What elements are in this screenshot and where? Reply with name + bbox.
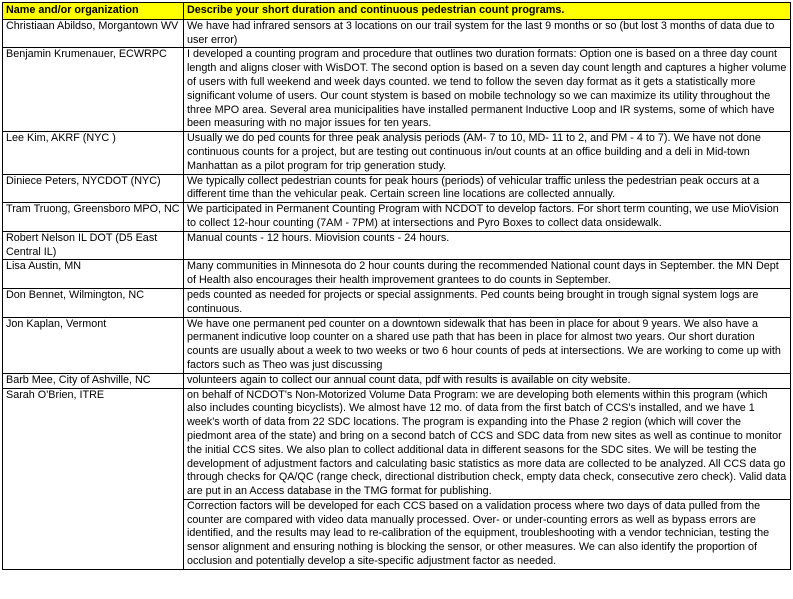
table-row bbox=[3, 317, 791, 373]
table-row bbox=[3, 260, 791, 289]
response-paragraph: Correction factors will be developed for each CCS based on a validation process where two days of data pulled from the counter are compared with video data manually processed. Over- or under-counting errors as well as bypass errors are identified, and the results may lead to re-calibration of the equipment, troubleshooting with a vendor technician, testing the sensor alignment and ensuring nothing is blocking the sensor, or other measures. We can also identify the proportion of occlusion and potentially develop a site-specific adjustment factor as needed. bbox=[184, 499, 790, 569]
response-text: Many communities in Minnesota do 2 hour counts during the recommended National count days in September. the MN Dept of Health also encourages their health improvement grantees to do counts in September. bbox=[184, 260, 791, 289]
table-row bbox=[3, 231, 791, 260]
header-row bbox=[3, 3, 791, 20]
response-text: volunteers again to collect our annual count data, pdf with results is available on city website. bbox=[184, 373, 791, 388]
response-text: Usually we do ped counts for three peak analysis periods (AM- 7 to 10, MD- 11 to 2, and PM - 4 to 7). We have not done continuous counts for a project, but are testing out continuous in/out counts at an office building and a deli in Mid-town Manhattan as a pilot program for trip generation study. bbox=[184, 132, 791, 174]
header-description: Describe your short duration and continuous pedestrian count programs. bbox=[184, 3, 791, 20]
respondent-name: Diniece Peters, NYCDOT (NYC) bbox=[3, 174, 184, 203]
respondent-name: Benjamin Krumenauer, ECWRPC bbox=[3, 48, 184, 132]
table-row bbox=[3, 19, 791, 48]
table-row bbox=[3, 132, 791, 174]
table-row bbox=[3, 388, 791, 569]
respondent-name: Christiaan Abildso, Morgantown WV bbox=[3, 19, 184, 48]
responses-table bbox=[2, 2, 791, 570]
response-text: I developed a counting program and procedure that outlines two duration formats: Option one is based on a three day count length and aligns closer with WisDOT. The second option is based on a seven day count length and captures a higher volume of users with full weekend and week days counted. we tend to follow the seven day format as it gets a statistically more significant volume of users. Our count stystem is based on mobile technology so we can maximize its utility throughout the three MPO area. Several area municipalities have installed permanent Inductive Loop and IR systems, some of which have been measuring with no major issues for ten years. bbox=[184, 48, 791, 132]
respondent-name: Robert Nelson IL DOT (D5 East Central IL) bbox=[3, 231, 184, 260]
respondent-name: Lisa Austin, MN bbox=[3, 260, 184, 289]
table-row bbox=[3, 174, 791, 203]
response-text bbox=[184, 388, 791, 569]
respondent-name: Barb Mee, City of Ashville, NC bbox=[3, 373, 184, 388]
respondent-name: Lee Kim, AKRF (NYC ) bbox=[3, 132, 184, 174]
respondent-name: Tram Truong, Greensboro MPO, NC bbox=[3, 203, 184, 232]
table-row bbox=[3, 288, 791, 317]
response-text: We typically collect pedestrian counts for peak hours (periods) of vehicular traffic unless the pedestrian peak occurs at a different time than the vehicular peak. Certain screen line locations are collected annually. bbox=[184, 174, 791, 203]
respondent-name: Sarah O'Brien, ITRE bbox=[3, 388, 184, 569]
table-row bbox=[3, 373, 791, 388]
respondent-name: Jon Kaplan, Vermont bbox=[3, 317, 184, 373]
table-row bbox=[3, 203, 791, 232]
response-text: Manual counts - 12 hours. Miovision counts - 24 hours. bbox=[184, 231, 791, 260]
response-text: We have had infrared sensors at 3 locations on our trail system for the last 9 months or so (but lost 3 months of data due to user error) bbox=[184, 19, 791, 48]
response-text: peds counted as needed for projects or special assignments. Ped counts being brought in trough signal system logs are continuous. bbox=[184, 288, 791, 317]
table-row bbox=[3, 48, 791, 132]
response-text: We have one permanent ped counter on a downtown sidewalk that has been in place for about 9 years. We also have a permanent indicutive loop counter on a shared use path that has been in place for almost two years. Our short duration counts are usually about a week to two weeks or two 6 hour counts of peds at intersections. We are working to come up with factors such as Theo was just discussing bbox=[184, 317, 791, 373]
header-name-organization: Name and/or organization bbox=[3, 3, 184, 20]
respondent-name: Don Bennet, Wilmington, NC bbox=[3, 288, 184, 317]
response-text: We participated in Permanent Counting Program with NCDOT to develop factors. For short term counting, we use MioVision to collect 12-hour counting (7AM - 7PM) at intersections and Pyro Boxes to collect data onsidewalk. bbox=[184, 203, 791, 232]
response-paragraph: on behalf of NCDOT's Non-Motorized Volume Data Program: we are developing both elements within this program (which also includes counting bicyclists). We almost have 12 mo. of data from the first batch of CCS's installed, and we have 1 week's worth of data from 22 SDC locations. The program is expanding into the Phase 2 region (which will cover the piedmont area of the state) and bring on a second batch of CCS and SDC data from new sites as well as continue to monitor the initial CCS sites. We also plan to collect additional data in different seasons for the SDC sites. We will be testing the development of adjustment factors and calculating basic statistics as more data are collected to be analyzed. All CCS data go through checks for QA/QC (range check, directional distribution check, empty data check, consecutive zero check). Valid data are put in an Access database in the TMG format for publishing. bbox=[187, 388, 787, 498]
